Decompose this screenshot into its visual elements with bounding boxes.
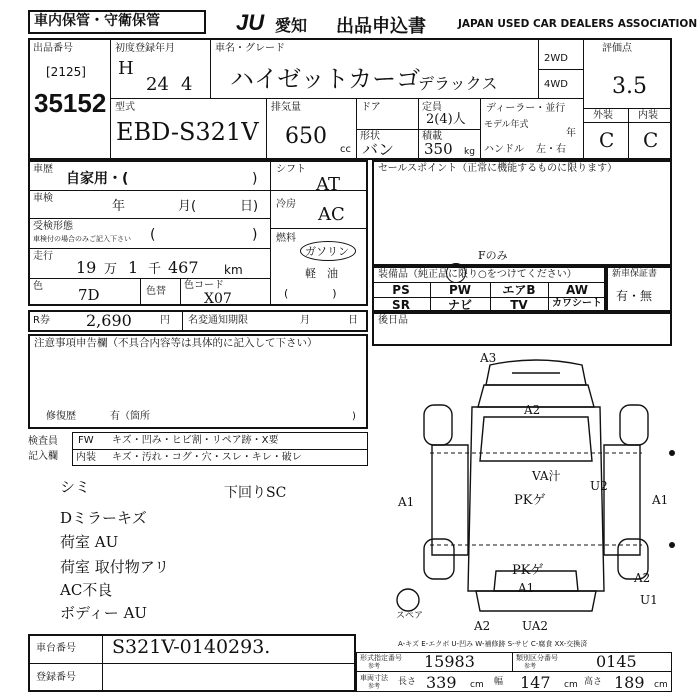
type-designation: 15983 [424,652,475,671]
inspection-month: 月( [178,199,197,214]
mileage-rest: 467 [168,258,199,277]
diag-vaf: VA汁 [532,469,561,483]
drive-4wd: 4WD [544,79,568,90]
equipment-f-only: Fのみ [478,249,508,262]
doors-label: ドア [361,102,381,113]
inspector-interior-tag: 内装 [76,452,96,463]
sales-point-frame [372,160,672,266]
mileage-unit: km [224,263,243,277]
deadline-month: 月 [300,315,310,326]
diag-spare: スペア [396,611,424,621]
inspector-label-1: 検査員 [28,436,58,447]
width-value: 147 [520,673,551,692]
load-label: 積載 [422,131,442,142]
dimensions-note: 参考 [368,683,381,690]
ac-label: 冷房 [276,199,296,210]
inspector-interior-text: キズ・汚れ・コグ・穴・スレ・キレ・破レ [112,452,302,463]
repair-value: 有（箇所 [110,411,150,422]
remark-4: 荷室 取付物アリ [60,558,170,576]
deadline-day: 日 [348,315,358,326]
rating-label: 評価点 [602,43,632,54]
receipt-open: ( [150,227,156,243]
remark-5: AC不良 [60,581,113,599]
equip-aw: AW [566,283,588,297]
type-designation-note: 参考 [368,663,381,670]
length-unit: cm [470,680,484,690]
handle-label: ハンドル [484,144,524,155]
handle-options: 左・右 [536,144,566,155]
diag-pkage: PKゲ [514,493,546,508]
recycle-unit: 円 [160,315,170,326]
equipment-title: 装備品（純正品に限り○をつけてください） [378,269,577,280]
class-number-note: 参考 [524,663,537,670]
equip-airbag: エアB [502,283,536,297]
model-year-label: モデル年式 [484,120,529,130]
fuel-gasoline-circle [300,241,356,261]
lot-number: 35152 [34,88,107,118]
storage-label: 車内保管・守衛保管 [34,13,160,29]
diag-u1: U1 [640,593,658,607]
inspector-label-2: 記入欄 [28,451,58,462]
capacity: 2(4)人 [426,112,466,127]
dealer-parallel: ディーラー・並行 [486,103,566,114]
inspection-day: 日) [240,199,259,214]
car-grade: デラックス [418,74,498,93]
post-item-label: 後日品 [378,315,408,326]
history-label: 車歴 [33,164,53,175]
exterior-label: 外装 [593,110,613,121]
equip-leather: カワシート [552,298,602,309]
registration-year: 24 [146,74,169,95]
recycle-amount: 2,690 [86,311,132,330]
height-value: 189 [614,673,645,692]
registration-month: 4 [181,74,193,95]
equip-navi: ナビ [447,298,472,312]
sales-point-label: セールスポイント（正常に機能するものに限ります） [378,163,618,174]
color-code-label: 色コード [184,280,224,291]
fuel-light-oil: 軽 油 [305,267,338,280]
shade-label: 色替 [146,286,166,297]
model-label: 型式 [115,102,135,113]
diag-a3: A3 [480,351,497,365]
deadline-label: 名変通知期限 [188,315,248,326]
brand-region: 愛知 [275,16,308,35]
registration-number-label: 登録番号 [36,672,76,683]
interior-grade: C [643,128,659,152]
history-close: ) [252,171,258,187]
mileage-sen-unit: 千 [148,262,162,277]
exterior-grade: C [599,128,615,152]
chassis-label: 車台番号 [36,643,76,654]
chassis-number: S321V-0140293. [112,636,271,658]
interior-label: 内装 [638,110,658,121]
capacity-label: 定員 [422,102,442,113]
class-number: 0145 [596,652,637,671]
model-year-unit: 年 [566,128,576,139]
lot-number-label: 出品番号 [33,43,73,54]
diag-a2-bottom: A2 [474,619,491,633]
type-designation-label: 形式指定番号 [360,654,402,662]
color-label: 色 [33,281,43,292]
first-registration-label: 初度登録年月 [115,43,175,54]
remark-1: シミ [60,478,91,496]
receipt-label: 受検形態 [33,221,73,232]
body-shape: バン [362,140,395,159]
inspector-fw-text: キズ・凹み・ヒビ割・リペア跡・X要 [112,435,279,446]
displacement-unit: cc [340,144,351,155]
equip-ps: PS [392,283,410,297]
registration-era: H [118,58,134,79]
height-label: 高さ [584,677,603,687]
spare-tire-icon [397,589,419,611]
class-number-label: 類別区分番号 [516,654,558,662]
displacement: 650 [285,124,327,149]
remark-3: 荷室 AU [60,533,119,551]
diag-a2-top: A2 [524,403,541,417]
recycle-label: R券 [33,315,50,326]
post-item-frame [372,312,672,346]
mileage-man-unit: 万 [104,262,118,277]
rating-score: 3.5 [612,74,647,99]
diag-u2: U2 [590,479,608,493]
equip-tv: TV [510,298,528,312]
diag-a1-right: A1 [652,493,669,507]
manual-options: 有・無 [616,289,653,303]
fuel-other: ( ) [284,287,337,300]
mileage-label: 走行 [33,251,53,262]
equip-circle-left [446,263,466,283]
inspector-fw: FW [78,435,94,446]
color-value: 7D [78,286,100,304]
length-label: 長さ [398,677,417,687]
association-name: JAPAN USED CAR DEALERS ASSOCIATION [458,18,698,30]
car-name: ハイゼットカーゴ [230,65,421,93]
length-value: 339 [426,673,457,692]
diag-a1-left: A1 [398,495,415,509]
repair-label: 修復歴 [46,411,76,422]
equip-sr: SR [392,298,410,312]
ac-value: AC [318,204,345,225]
mileage-man: 19 [76,258,97,277]
fuel-label: 燃料 [276,233,296,244]
inspection-year: 年 [112,199,126,214]
repair-close: ) [352,411,356,422]
remark-2: Dミラーキズ [60,509,147,527]
fuel-gasoline: ガソリン [305,245,349,258]
height-unit: cm [654,680,668,690]
notes-title: 注意事項申告欄（不具合内容等は具体的に記入して下さい） [34,337,318,349]
mileage-sen: 1 [128,258,139,277]
history-value: 自家用・( [66,171,129,187]
shift-label: シフト [276,164,306,175]
drive-2wd: 2WD [544,53,568,64]
width-unit: cm [564,680,578,690]
manual-label: 新車保証書 [612,269,658,279]
shift-value: AT [316,174,341,195]
load-capacity: 350 [424,140,453,158]
car-name-label: 車名・グレード [215,43,285,54]
equip-pw: PW [448,283,472,297]
receipt-close: ) [252,227,258,243]
load-unit: kg [464,147,475,157]
remark-under: 下回りSC [224,485,287,501]
model-code: EBD-S321V [116,118,259,146]
diag-a1-bottom: A1 [518,581,535,595]
inspection-label: 車検 [33,193,53,204]
form-title: 出品申込書 [336,16,426,37]
damage-legend: A-キズ E-エクボ U-凹み W-補修跡 S-サビ C-腐食 XX-交換済 [398,640,588,648]
body-label: 形状 [360,131,380,142]
lot-sub-number: [2125] [46,65,86,79]
car-damage-diagram [372,345,700,625]
remark-6: ボディー AU [60,604,148,622]
brand-logo: JU [236,10,265,35]
diag-pkage-2: PKゲ [512,563,544,578]
color-code: X07 [204,291,232,307]
diag-ua2: UA2 [522,619,549,633]
displacement-label: 排気量 [271,102,301,113]
width-label: 幅 [494,677,504,687]
receipt-note: 車検付の場合のみご記入下さい [33,235,131,243]
dimensions-label: 車両寸法 [360,674,388,682]
diag-a2-bottom-right: A2 [634,571,651,585]
